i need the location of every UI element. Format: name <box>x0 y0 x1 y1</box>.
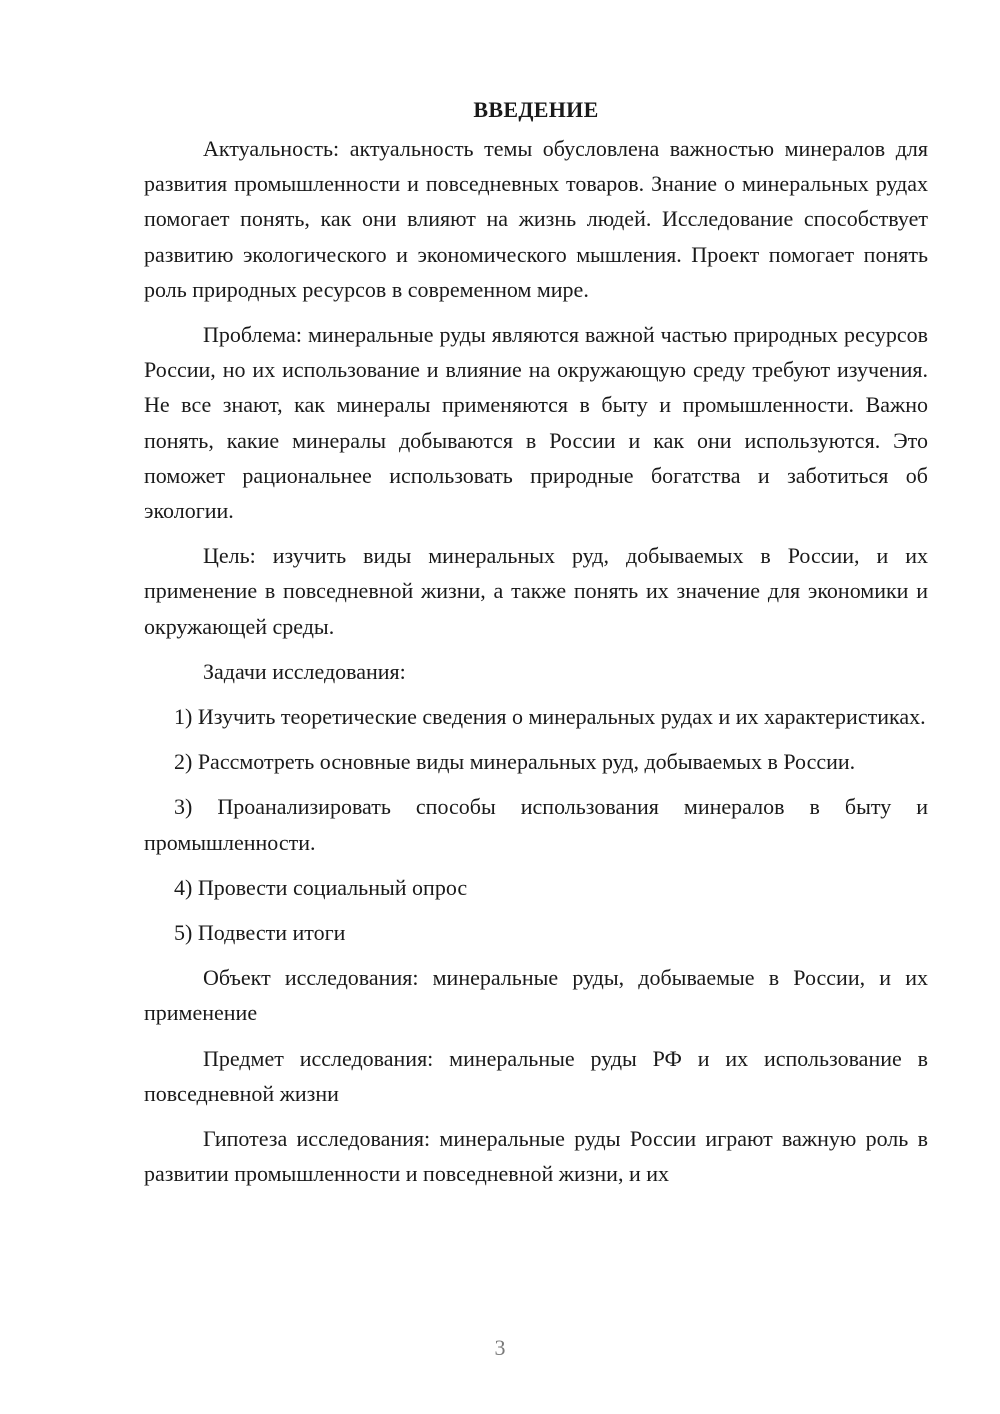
problem-paragraph: Проблема: минеральные руды являются важной частью природных ресурсов России, но их использование и влияние на окружающую среду требуют изучения. Не все знают, как минералы применяются в быту и промышленности. Важно понять, какие минералы добываются в России и как они используются. Это поможет рациональнее использовать природные богатства и заботиться об экологии. <box>144 322 928 524</box>
subject-paragraph: Предмет исследования: минеральные руды РФ и их использование в повседневной жизни <box>144 1045 928 1106</box>
object-paragraph: Объект исследования: минеральные руды, добываемые в России, и их применение <box>144 965 928 1026</box>
relevance-paragraph: Актуальность: актуальность темы обусловлена важностью минералов для развития промышленности и повседневных товаров. Знание о минеральных рудах помогает понять, как они влияют на жизнь людей. Исследование способствует развитию экологического и экономического мышления. Проект помогает понять роль природных ресурсов в современном мире. <box>144 136 928 302</box>
task-item-2: 2) Рассмотреть основные виды минеральных руд, добываемых в России. <box>174 749 856 775</box>
tasks-heading: Задачи исследования: <box>203 658 406 684</box>
hypothesis-paragraph: Гипотеза исследования: минеральные руды России играют важную роль в развитии промышленности и повседневной жизни, и их <box>144 1126 928 1187</box>
goal-paragraph: Цель: изучить виды минеральных руд, добываемых в России, и их применение в повседневной жизни, а также понять их значение для экономики и окружающей среды. <box>144 543 928 639</box>
task-item-3: 3) Проанализировать способы использования минералов в быту и промышленности. <box>144 794 928 855</box>
page-number: 3 <box>494 1335 506 1360</box>
page-title: ВВЕДЕНИЕ <box>473 97 599 122</box>
task-item-5: 5) Подвести итоги <box>174 920 346 946</box>
task-item-1: 1) Изучить теоретические сведения о минеральных рудах и их характеристиках. <box>174 704 926 730</box>
task-item-4: 4) Провести социальный опрос <box>174 874 468 900</box>
document-page <box>144 95 928 1201</box>
